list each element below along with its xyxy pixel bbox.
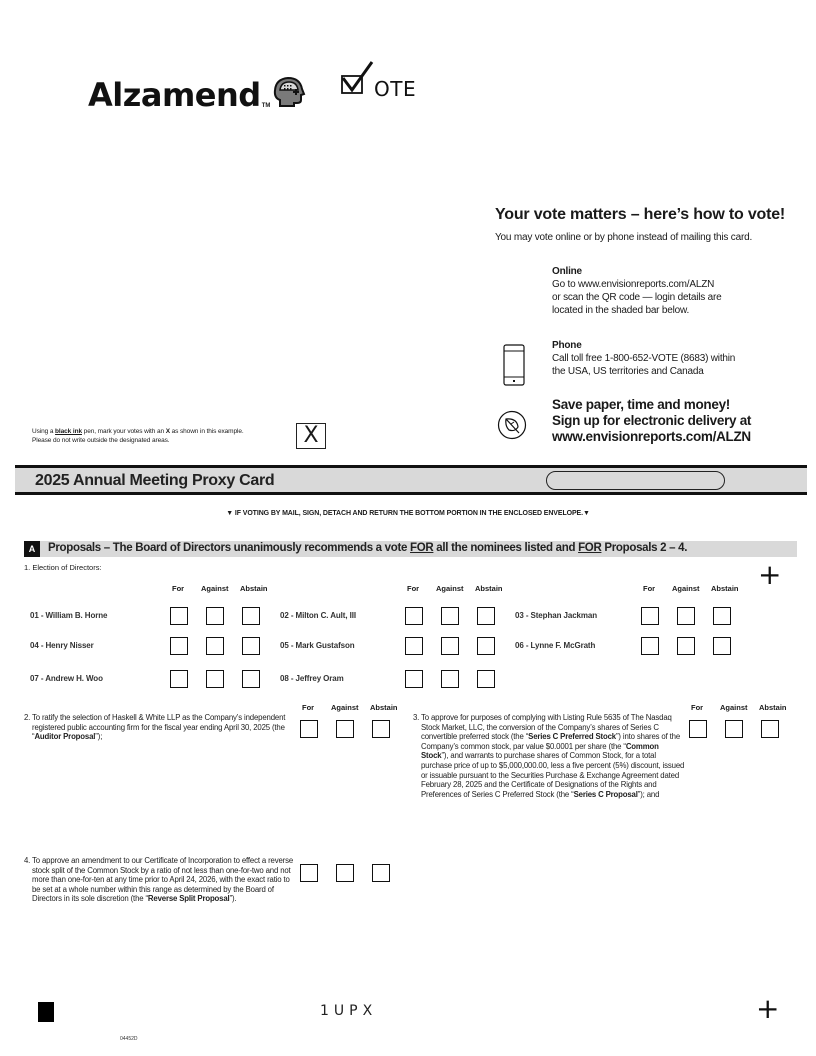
proposal-number: 4. [24,856,31,865]
vote-checkbox-abstain[interactable] [713,607,731,625]
instr-text: Using a [32,428,56,435]
phone-voting-info [552,339,735,378]
election-of-directors-label: 1. Election of Directors: [24,563,102,572]
vote-checkbox-abstain[interactable] [477,637,495,655]
electronic-delivery-info [552,397,751,445]
proposal-2-checkbox-for[interactable] [300,720,318,738]
proposal-number: 2. [24,713,31,722]
registration-mark-icon: + [756,992,780,1025]
for-emphasis: FOR [410,542,434,554]
vote-checkbox-for[interactable] [170,637,188,655]
column-header-for: For [407,584,420,593]
proxy-card-title: 2025 Annual Meeting Proxy Card [35,472,275,489]
nominee-name: 02 - Milton C. Ault, III [280,611,356,620]
proposal-text-segment: ”) into shares of the Company’s common stock, par value $0.0001 per share (the “ [421,732,681,751]
column-header-for: For [172,584,185,593]
online-line: Go to www.envisionreports.com/ALZN [552,279,715,290]
section-text: Proposals – The Board of Directors unanimously recommends a vote [48,542,411,554]
alzamend-logo [88,76,306,114]
nominee-name: 05 - Mark Gustafson [280,641,355,650]
vote-checkbox-for[interactable] [405,607,423,625]
proposal-text-segment: To approve an amendment to our Certificate of Incorporation to effect a reverse stock split of the Common Stock by a ratio of not less than one-for-two and not more than one-for-ten at any time prior to April 24, 2026, with the exact ratio to be set at a whole number within this range as determined by the Board of Directors in its sole discretion (the “ [32,856,294,904]
paperless-line: Sign up for electronic delivery at [552,413,752,428]
trademark-symbol: TM [261,103,271,109]
proposal-text-segment: To approve for purposes of complying with Listing Rule 5635 of The Nasdaq Stock Market, LLC, the conversion of the Company’s shares of Series C convertible preferred stock (the “ [421,713,672,742]
marking-instructions [32,427,244,445]
vote-checkbox-for[interactable] [641,637,659,655]
online-line: located in the shaded bar below. [552,305,690,316]
detach-instruction: ▼ IF VOTING BY MAIL, SIGN, DETACH AND RETURN THE BOTTOM PORTION IN THE ENCLOSED ENVELOPE.▼ [226,510,590,517]
section-badge: A [24,541,40,557]
column-header-against: Against [672,584,700,593]
online-line: or scan the QR code — login details are [552,292,722,303]
barcode-text: 1UPX [320,1003,378,1019]
mobile-phone-icon [503,344,525,391]
paperless-line: Save paper, time and money! [552,397,730,412]
phone-line: the USA, US territories and Canada [552,366,704,377]
proposal-body [24,856,299,904]
for-emphasis: FOR [578,542,602,554]
vote-checkbox-for[interactable] [641,607,659,625]
proposal-defined-term: Common Stock [421,741,659,761]
company-name: Alzamend [88,76,261,114]
column-header-abstain: Abstain [475,584,503,593]
proposal-text-segment: ”), and warrants to purchase shares of Common Stock, for a total purchase price of up to $5,000,000.00, less a five percent (5%) discount, issued or issuable pursuant to the Securities Purchase & Exchange Agreement dated February 28, 2025 and the Certificate of Designations of the Rights and Preferences of Series C Preferred Stock (the “ [421,751,685,799]
column-header-abstain: Abstain [759,703,787,712]
proposal-2-checkbox-against[interactable] [336,720,354,738]
nominee-name: 06 - Lynne F. McGrath [515,641,596,650]
vote-logo [340,60,416,101]
brain-head-icon [272,76,306,113]
vote-checkbox-against[interactable] [677,637,695,655]
column-header-for: For [691,703,704,712]
vote-checkbox-abstain[interactable] [713,637,731,655]
vote-checkbox-abstain[interactable] [242,637,260,655]
column-header-against: Against [201,584,229,593]
proposal-body [24,713,299,742]
section-text: Proposals 2 – 4. [601,542,688,554]
phone-line: Call toll free 1-800-652-VOTE (8683) within [552,353,736,364]
form-code: 04452D [120,1036,138,1042]
proposal-defined-term: Reverse Split Proposal [147,894,230,904]
proposal-text-segment: ”). [229,894,237,904]
vote-checkbox-abstain[interactable] [477,607,495,625]
vote-checkbox-for[interactable] [170,670,188,688]
section-text: all the nominees listed and [433,542,579,554]
column-header-abstain: Abstain [711,584,739,593]
nominee-name: 03 - Stephan Jackman [515,611,598,620]
proposal-2-checkbox-abstain[interactable] [372,720,390,738]
proposal-text-segment: ”); and [637,789,660,799]
nominee-name: 01 - William B. Horne [30,611,108,620]
vote-checkbox-against[interactable] [206,607,224,625]
proposal-text-segment: ”); [95,732,103,742]
proposal-3-checkbox-against[interactable] [725,720,743,738]
vote-checkbox-against[interactable] [441,607,459,625]
proposal-4-checkbox-for[interactable] [300,864,318,882]
proposal-text-segment: To ratify the selection of Haskell & White LLP as the Company’s independent registered public accounting firm for the fiscal year ending April 30, 2025 (the “ [32,713,286,742]
phone-heading: Phone [552,340,582,351]
column-header-abstain: Abstain [240,584,268,593]
section-a-header [24,541,797,557]
proposal-4-checkbox-against[interactable] [336,864,354,882]
proposal-defined-term: Series C Proposal [573,789,638,799]
vote-matters-subline: You may vote online or by phone instead of mailing this card. [495,232,753,243]
online-heading: Online [552,266,582,277]
vote-checkbox-abstain[interactable] [477,670,495,688]
example-mark-box: X [296,423,326,449]
x-mark-emphasis: X [165,428,170,435]
instr-line2: Please do not write outside the designated areas. [32,437,170,444]
vote-checkbox-against[interactable] [441,637,459,655]
vote-checkbox-against[interactable] [206,637,224,655]
nominee-name: 07 - Andrew H. Woo [30,674,103,683]
column-header-against: Against [331,703,359,712]
column-header-against: Against [436,584,464,593]
nominee-name: 04 - Henry Nisser [30,641,94,650]
proposal-3-checkbox-for[interactable] [689,720,707,738]
proposal-defined-term: Auditor Proposal [34,732,96,742]
proposal-4-text [24,856,299,904]
proposal-3-checkbox-abstain[interactable] [761,720,779,738]
vote-checkbox-abstain[interactable] [242,607,260,625]
control-number-field[interactable] [546,471,725,490]
vote-checkbox-for[interactable] [170,607,188,625]
online-voting-info [552,265,722,317]
proxy-card-title-bar [15,465,807,495]
vote-matters-heading: Your vote matters – here’s how to vote! [495,206,786,223]
proposal-4-checkbox-abstain[interactable] [372,864,390,882]
black-ink-emphasis: black ink [55,428,82,435]
proposal-body [413,713,688,799]
proposal-2-text [24,713,299,742]
section-a-text [48,542,687,554]
column-header-against: Against [720,703,748,712]
instr-text: as shown in this example. [169,428,244,435]
proposal-defined-term: Series C Preferred Stock [528,732,616,742]
vote-checkbox-abstain[interactable] [242,670,260,688]
proposal-3-text [413,713,688,799]
vote-logo-text: OTE [374,77,417,101]
nominee-name: 08 - Jeffrey Oram [280,674,344,683]
vote-checkbox-for[interactable] [405,637,423,655]
paperless-line: www.envisionreports.com/ALZN [552,429,751,444]
checkbox-check-icon [340,60,376,101]
vote-checkbox-against[interactable] [206,670,224,688]
vote-checkbox-against[interactable] [441,670,459,688]
column-header-for: For [302,703,315,712]
registration-square-icon [38,1002,54,1022]
vote-checkbox-against[interactable] [677,607,695,625]
column-header-for: For [643,584,656,593]
leaf-icon [497,410,527,445]
instr-text: pen, mark your votes with an [81,428,166,435]
vote-checkbox-for[interactable] [405,670,423,688]
registration-mark-icon: + [758,558,782,591]
column-header-abstain: Abstain [370,703,398,712]
proposal-number: 3. [413,713,420,722]
